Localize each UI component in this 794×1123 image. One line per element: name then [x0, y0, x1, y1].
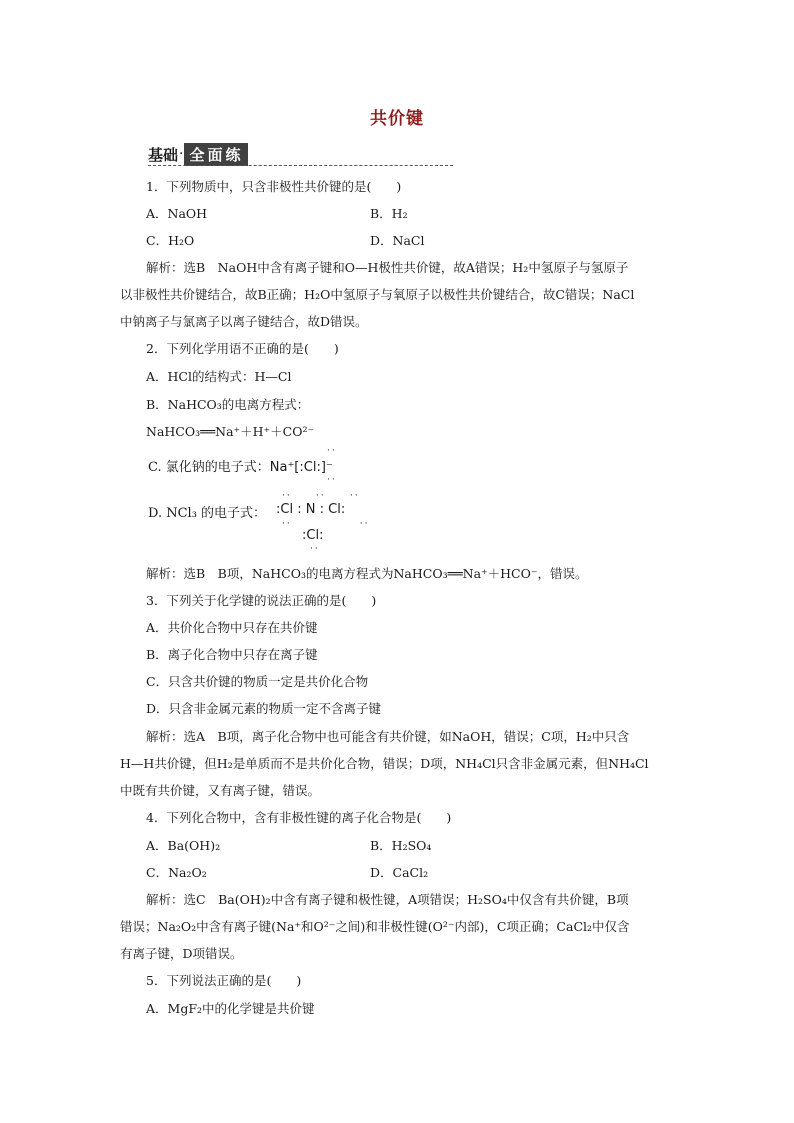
q4-option-a: A．Ba(OH)₂ [146, 838, 221, 853]
q3-stem: 3．下列关于化学键的说法正确的是( ) [146, 593, 377, 608]
q3-analysis-2: H—H共价键，但H₂是单质而不是共价化合物，错误；D项，NH₄Cl只含非金属元素，但NH₄Cl [120, 756, 649, 771]
q2-option-c-dots-bottom: ·· [327, 475, 337, 485]
q4-option-d: D．CaCl₂ [370, 865, 429, 880]
q2-option-c-label: C. 氯化钠的电子式： [148, 460, 270, 475]
q2-option-c-colon-left: : [299, 460, 304, 475]
q1-option-b: B．H₂ [370, 206, 408, 221]
section-dot: · [179, 146, 184, 162]
q2-option-d-row2 [302, 528, 323, 543]
q1-option-c: C．H₂O [146, 233, 195, 248]
q2-option-d-dots-3: ·· [310, 544, 320, 554]
q3-analysis-1: 解析：选A B项，离子化合物中也可能含有共价键，如NaOH，错误；C项，H₂中只含 [146, 729, 630, 744]
q3-option-a: A．共价化合物中只存在共价键 [146, 620, 318, 635]
q2-stem: 2．下列化学用语不正确的是( ) [146, 341, 339, 356]
q2-option-c [148, 456, 333, 475]
colon: : [340, 502, 346, 517]
q2-option-a: A．HCl的结构式：H—Cl [146, 369, 292, 384]
q1-analysis-1: 解析：选B NaOH中含有离子键和O—H极性共价键，故A错误；H₂中氢原子与氢原子 [146, 260, 629, 275]
colon: : [293, 502, 306, 517]
section-prefix: 基础 [148, 145, 179, 164]
q2-option-d-row1 [276, 502, 345, 517]
q2-option-b: B．NaHCO₃的电离方程式： [146, 397, 310, 412]
q2-option-d-dots-2: ·· ·· [282, 519, 370, 529]
q5-stem: 5．下列说法正确的是( ) [146, 973, 302, 988]
page-title: 共价键 [370, 109, 424, 129]
q2-option-d-cl-bottom: Cl [306, 528, 320, 543]
q3-option-d: D．只含非金属元素的物质一定不含离子键 [146, 701, 382, 716]
q1-option-a: A．NaOH [146, 206, 208, 221]
q2-analysis: 解析：选B B项，NaHCO₃的电离方程式为NaHCO₃══Na⁺＋HCO⁻，错误。 [146, 566, 588, 581]
q1-analysis-3: 中钠离子与氯离子以离子键结合，故D错误。 [120, 314, 368, 329]
colon: : [315, 502, 329, 517]
colon: : [276, 502, 281, 517]
q2-option-d [148, 502, 266, 521]
q4-analysis-2: 错误；Na₂O₂中含有离子键(Na⁺和O²⁻之间)和非极性键(O²⁻内部)，C项正确；CaCl₂中仅含 [120, 919, 630, 934]
q1-stem: 1．下列物质中，只含非极性共价键的是( ) [146, 179, 402, 194]
q5-option-a: A．MgF₂中的化学键是共价键 [146, 1001, 315, 1016]
q4-option-b: B．H₂SO₄ [370, 838, 432, 853]
q3-option-c: C．只含共价键的物质一定是共价化合物 [146, 674, 369, 689]
q4-option-c: C．Na₂O₂ [146, 865, 207, 880]
q2-option-c-cl: Cl [303, 460, 317, 475]
q2-option-c-colon-right: : [316, 460, 321, 475]
q3-option-b: B．离子化合物中只存在离子键 [146, 647, 318, 662]
q2-option-c-na: Na⁺[ [269, 460, 300, 475]
q4-stem: 4．下列化合物中，含有非极性键的离子化合物是( ) [146, 810, 452, 825]
q2-option-c-bracket: ]⁻ [320, 460, 333, 475]
q2-option-d-n: N [305, 502, 316, 517]
q2-option-b-equation: NaHCO₃══Na⁺＋H⁺＋CO²⁻ [146, 424, 315, 439]
q1-option-d: D．NaCl [370, 233, 425, 248]
q2-option-d-dots-1: ·· ·· ·· [282, 491, 360, 501]
section-badge: 全面练 [184, 143, 248, 166]
colon: : [302, 528, 307, 543]
q4-analysis-1: 解析：选C Ba(OH)₂中含有离子键和极性键，A项错误；H₂SO₄中仅含有共价键，B项 [146, 892, 629, 907]
q2-option-d-label: D. NCl₃ 的电子式： [148, 506, 267, 521]
colon: : [319, 528, 324, 543]
q4-analysis-3: 有离子键，D项错误。 [120, 946, 243, 961]
q3-analysis-3: 中既有共价键，又有离子键，错误。 [120, 783, 321, 798]
q2-option-d-cl-left: Cl [280, 502, 294, 517]
q2-option-c-dots-top: ·· [327, 446, 337, 456]
section-divider [148, 165, 453, 166]
q2-option-d-cl-right: Cl [328, 502, 341, 517]
section-header [148, 142, 248, 166]
q1-analysis-2: 以非极性共价键结合，故B正确；H₂O中氢原子与氧原子以极性共价键结合，故C错误；NaCl [120, 287, 635, 302]
